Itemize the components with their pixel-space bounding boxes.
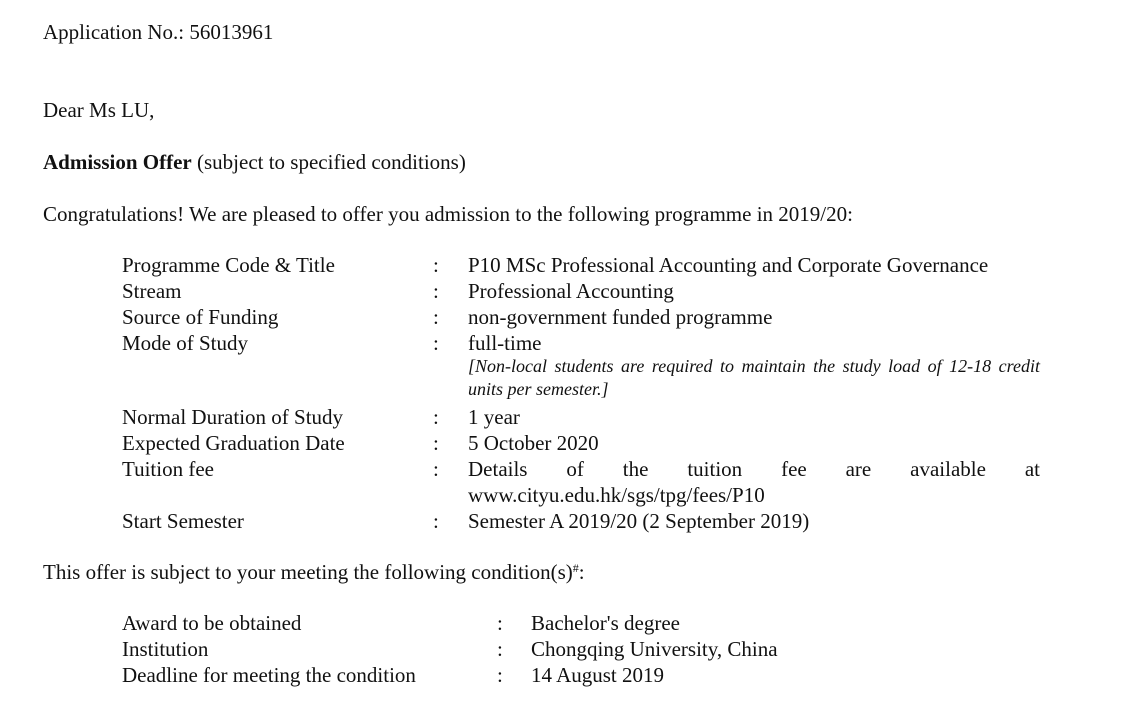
row-label: Programme Code & Title	[122, 253, 335, 277]
salutation: Dear Ms LU,	[43, 98, 155, 122]
conditions-intro-end: :	[578, 560, 585, 584]
row-label: Mode of Study	[122, 331, 248, 355]
row-value: non-government funded programme	[468, 305, 773, 329]
tuition-fee-details: Details of the tuition fee are available at	[468, 457, 1040, 481]
row-label: Tuition fee	[122, 457, 214, 481]
application-number-line	[43, 19, 273, 45]
row-value: Semester A 2019/20 (2 September 2019)	[468, 509, 810, 533]
row-value: P10 MSc Professional Accounting and Corporate Governance	[468, 253, 989, 277]
study-load-note: [Non-local students are required to maintain the study load of 12-18 credit units per semester.]	[468, 356, 1040, 399]
row-colon: :	[433, 431, 439, 455]
row-colon: :	[433, 253, 439, 277]
row-value: full-time	[468, 331, 542, 355]
row-colon: :	[433, 305, 439, 329]
conditions-intro-text: This offer is subject to your meeting the following condition(s)	[43, 560, 573, 584]
footnote-marker: #	[572, 561, 579, 575]
application-number-value: 56013961	[189, 20, 274, 44]
offer-heading-line	[43, 149, 466, 175]
row-value: Professional Accounting	[468, 279, 674, 303]
row-colon: :	[433, 331, 439, 355]
row-colon: :	[433, 457, 439, 481]
row-label: Institution	[122, 637, 209, 661]
row-value: Bachelor's degree	[531, 611, 680, 635]
tuition-fee-url[interactable]: www.cityu.edu.hk/sgs/tpg/fees/P10	[468, 483, 765, 507]
row-label: Stream	[122, 279, 182, 303]
row-label: Source of Funding	[122, 305, 279, 329]
row-colon: :	[433, 279, 439, 303]
row-label: Expected Graduation Date	[122, 431, 345, 455]
row-colon: :	[497, 611, 503, 635]
row-colon: :	[433, 405, 439, 429]
row-value: Chongqing University, China	[531, 637, 778, 661]
application-number-label: Application No.:	[43, 20, 185, 44]
row-label: Deadline for meeting the condition	[122, 663, 416, 687]
row-colon: :	[497, 663, 503, 687]
offer-qualifier: (subject to specified conditions)	[197, 150, 466, 174]
congratulations-text: Congratulations! We are pleased to offer you admission to the following programme in 2019/20:	[43, 202, 853, 226]
row-colon: :	[497, 637, 503, 661]
offer-heading: Admission Offer	[43, 150, 192, 174]
conditions-intro	[43, 559, 585, 585]
row-value: 1 year	[468, 405, 520, 429]
row-label: Award to be obtained	[122, 611, 302, 635]
row-label: Normal Duration of Study	[122, 405, 344, 429]
row-label: Start Semester	[122, 509, 244, 533]
row-value: 5 October 2020	[468, 431, 599, 455]
row-colon: :	[433, 509, 439, 533]
row-value: 14 August 2019	[531, 663, 665, 687]
